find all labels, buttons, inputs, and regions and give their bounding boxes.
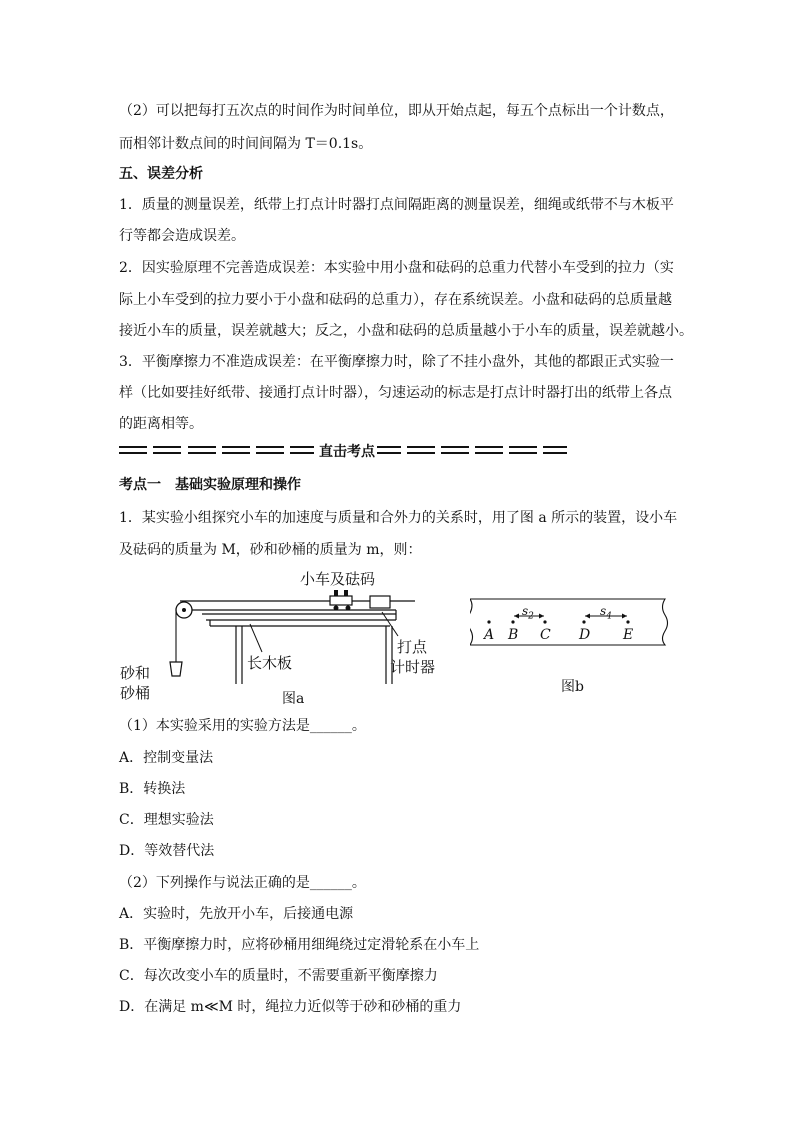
point-label: B bbox=[508, 627, 519, 643]
label-timer: 计时器 bbox=[390, 658, 436, 676]
distance-label-s2: $s_2$ bbox=[522, 604, 534, 622]
text-line: 2．因实验原理不完善造成误差：本实验中用小盘和砝码的总重力代替小车受到的拉力（实 bbox=[119, 260, 674, 276]
text-line: 3．平衡摩擦力不准造成误差：在平衡摩擦力时，除了不挂小盘外，其他的都跟正式实验一 bbox=[119, 354, 674, 370]
point-label: C bbox=[540, 627, 551, 643]
text-line: 1．质量的测量误差，纸带上打点计时器打点间隔距离的测量误差，细绳或纸带不与木板平 bbox=[119, 197, 674, 213]
text-line: 接近小车的质量，误差就越大；反之，小盘和砝码的总质量越小于小车的质量，误差就越小。 bbox=[119, 323, 693, 339]
text-line: （2）可以把每打五次点的时间作为时间单位，即从开始点起，每五个点标出一个计数点， bbox=[119, 103, 674, 119]
option-a: A．控制变量法 bbox=[119, 750, 214, 766]
text-line: 行等都会造成误差。 bbox=[119, 228, 245, 244]
text-line: 的距离相等。 bbox=[119, 416, 203, 432]
question-text: 1．某实验小组探究小车的加速度与质量和合外力的关系时，用了图 a 所示的装置，设小车 bbox=[119, 510, 678, 526]
figure-b-tape bbox=[470, 597, 675, 647]
question-stem: （2）下列操作与说法正确的是______。 bbox=[119, 875, 366, 891]
question-stem: （1）本实验采用的实验方法是______。 bbox=[119, 718, 366, 734]
figure-b-caption: 图b bbox=[561, 679, 584, 695]
question-text: 及砝码的质量为 M，砂和砂桶的质量为 m，则： bbox=[119, 542, 422, 558]
text-line: 际上小车受到的拉力要小于小盘和砝码的总重力），存在系统误差。小盘和砝码的总质量越 bbox=[119, 292, 672, 308]
distance-label-s4: $s_4$ bbox=[600, 604, 612, 622]
label-timer: 打点 bbox=[397, 638, 428, 656]
option-b: B．转换法 bbox=[119, 781, 186, 797]
option-c: C．每次改变小车的质量时，不需要重新平衡摩擦力 bbox=[119, 968, 438, 984]
label-car-weights: 小车及砝码 bbox=[300, 570, 376, 588]
section-heading: 考点一 基础实验原理和操作 bbox=[119, 477, 301, 493]
separator-title: 直击考点 bbox=[319, 444, 375, 460]
text-line: 样（比如要挂好纸带、接通打点计时器），匀速运动的标志是打点计时器打出的纸带上各点 bbox=[119, 385, 672, 401]
option-b: B．平衡摩擦力时，应将砂桶用细绳绕过定滑轮系在小车上 bbox=[119, 937, 480, 953]
section-heading: 五、误差分析 bbox=[119, 166, 203, 182]
point-label: D bbox=[579, 627, 591, 643]
text-line: 而相邻计数点间的时间间隔为 T＝0.1s。 bbox=[119, 136, 373, 152]
label-sand-bucket: 砂和 bbox=[120, 664, 151, 682]
option-c: C．理想实验法 bbox=[119, 812, 214, 828]
figure-a-caption: 图a bbox=[282, 691, 305, 707]
option-a: A．实验时，先放开小车，后接通电源 bbox=[119, 906, 354, 922]
option-d: D．在满足 m≪M 时，绳拉力近似等于砂和砂桶的重力 bbox=[119, 999, 462, 1015]
label-long-board: 长木板 bbox=[247, 654, 293, 672]
label-sand-bucket: 砂桶 bbox=[120, 684, 151, 702]
point-label: E bbox=[623, 627, 634, 643]
option-d: D．等效替代法 bbox=[119, 843, 215, 859]
point-label: A bbox=[484, 627, 495, 643]
